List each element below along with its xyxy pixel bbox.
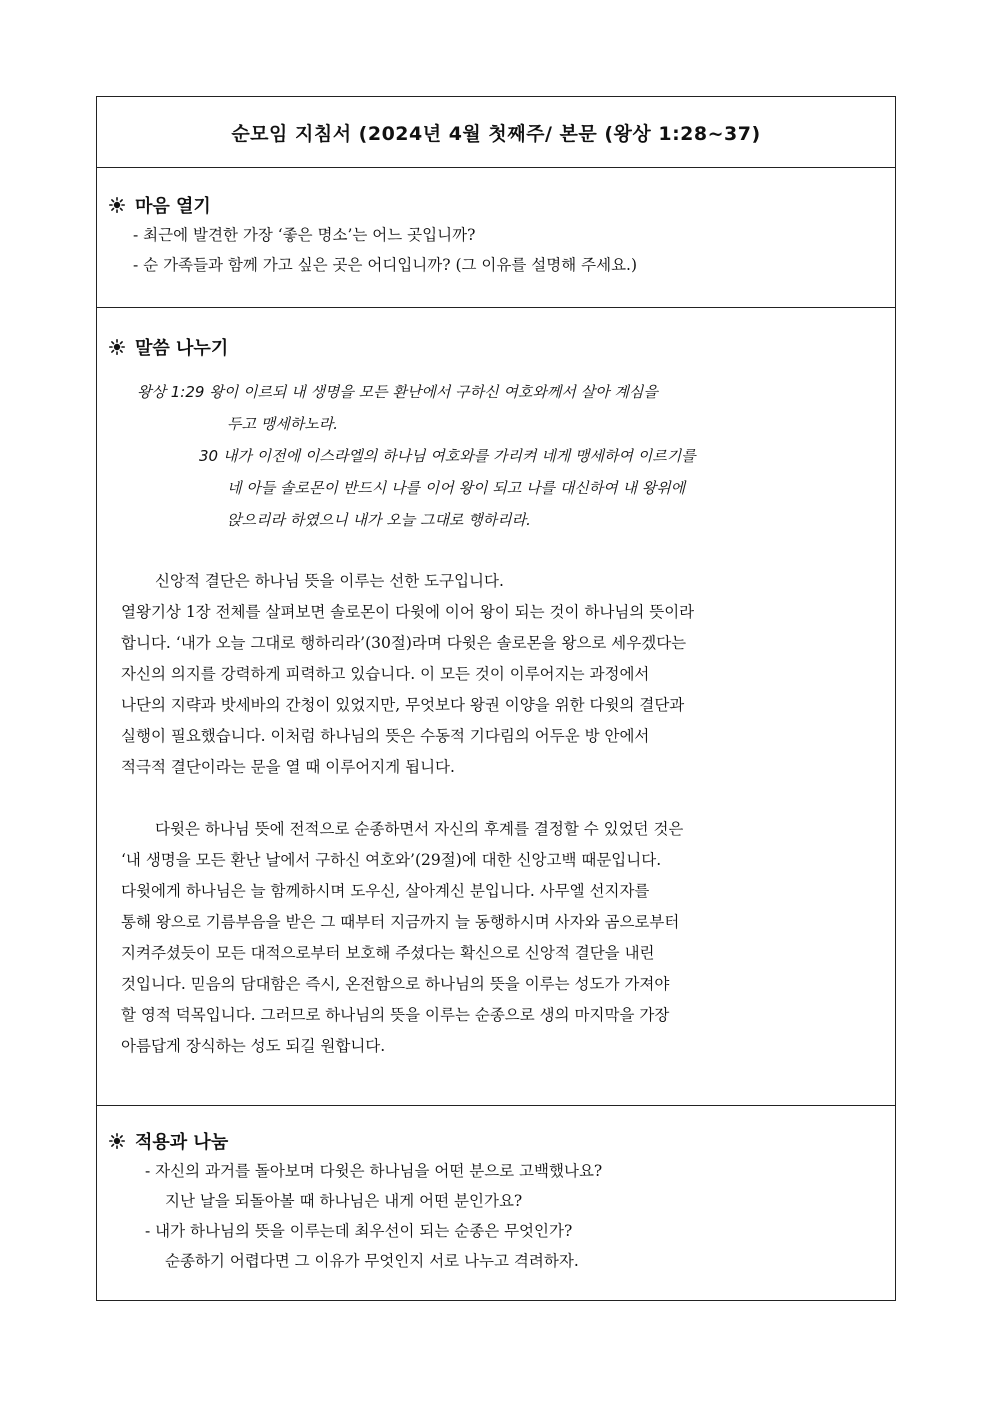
paragraph-line: 적극적 결단이라는 문을 열 때 이루어지게 됩니다.: [121, 758, 455, 776]
scripture-line: 30 내가 이전에 이스라엘의 하나님 여호와를 가리켜 네게 맹세하여 이르기를: [199, 447, 696, 465]
paragraph-line: 지켜주셨듯이 모든 대적으로부터 보호해 주셨다는 확신으로 신앙적 결단을 내린: [121, 944, 655, 962]
scripture-line: 앉으리라 하였으니 내가 오늘 그대로 행하리라.: [227, 511, 531, 529]
paragraph-line: ‘내 생명을 모든 환난 날에서 구하신 여호와’(29절)에 대한 신앙고백 때문입니다.: [121, 851, 662, 869]
section-heading: [97, 1126, 895, 1156]
section-opening: [97, 168, 895, 308]
paragraph-line: 나단의 지략과 밧세바의 간청이 있었지만, 무엇보다 왕권 이양을 위한 다윗의 결단과: [121, 696, 685, 714]
section-heading: [97, 190, 895, 220]
scripture-line: 왕상 1:29 왕이 이르되 내 생명을 모든 환난에서 구하신 여호와께서 살아 계심을: [137, 383, 658, 401]
list-item: - 자신의 과거를 돌아보며 다윗은 하나님을 어떤 분으로 고백했나요?: [145, 1162, 603, 1180]
paragraph-line: 다윗은 하나님 뜻에 전적으로 순종하면서 자신의 후계를 결정할 수 있었던 것은: [155, 820, 684, 838]
section-heading-label: 마음 열기: [135, 196, 211, 217]
paragraph-line: 자신의 의지를 강력하게 피력하고 있습니다. 이 모든 것이 이루어지는 과정에서: [121, 665, 650, 683]
paragraph-line: 것입니다. 믿음의 담대함은 즉시, 온전함으로 하나님의 뜻을 이루는 성도가 가져야: [121, 975, 670, 993]
section-word: [97, 308, 895, 1106]
scripture-line: 두고 맹세하노라.: [227, 415, 338, 433]
list-item: - 최근에 발견한 가장 ‘좋은 명소’는 어느 곳입니까?: [133, 226, 476, 244]
list-item: 지난 날을 되돌아볼 때 하나님은 내게 어떤 분인가요?: [165, 1192, 523, 1210]
paragraph-line: 합니다. ‘내가 오늘 그대로 행하리라’(30절)라며 다윗은 솔로몬을 왕으로 세우겠다는: [121, 634, 687, 652]
sun-icon: [109, 1133, 125, 1149]
guide-sheet: [96, 96, 896, 1301]
page-title: 순모임 지침서 (2024년 4월 첫째주/ 본문 (왕상 1:28~37): [231, 122, 761, 145]
sun-icon: [109, 197, 125, 213]
paragraph-line: 아름답게 장식하는 성도 되길 원합니다.: [121, 1037, 386, 1055]
list-item: - 순 가족들과 함께 가고 싶은 곳은 어디입니까? (그 이유를 설명해 주세요.): [133, 256, 638, 274]
paragraph-line: 실행이 필요했습니다. 이처럼 하나님의 뜻은 수동적 기다림의 어두운 방 안에서: [121, 727, 650, 745]
section-heading: [97, 332, 895, 362]
section-apply: [97, 1106, 895, 1300]
section-heading-label: 말씀 나누기: [135, 338, 229, 359]
list-item: - 내가 하나님의 뜻을 이루는데 최우선이 되는 순종은 무엇인가?: [145, 1222, 573, 1240]
section-heading-label: 적용과 나눔: [135, 1132, 229, 1153]
title-row: [97, 97, 895, 168]
list-item: 순종하기 어렵다면 그 이유가 무엇인지 서로 나누고 격려하자.: [165, 1252, 579, 1270]
paragraph-line: 할 영적 덕목입니다. 그러므로 하나님의 뜻을 이루는 순종으로 생의 마지막을 가장: [121, 1006, 670, 1024]
paragraph-line: 통해 왕으로 기름부음을 받은 그 때부터 지금까지 늘 동행하시며 사자와 곰으로부터: [121, 913, 680, 931]
paragraph-line: 신앙적 결단은 하나님 뜻을 이루는 선한 도구입니다.: [155, 572, 504, 590]
sun-icon: [109, 339, 125, 355]
paragraph-line: 다윗에게 하나님은 늘 함께하시며 도우신, 살아계신 분입니다. 사무엘 선지자를: [121, 882, 650, 900]
scripture-line: 네 아들 솔로몬이 반드시 나를 이어 왕이 되고 나를 대신하여 내 왕위에: [227, 479, 686, 497]
paragraph-line: 열왕기상 1장 전체를 살펴보면 솔로몬이 다윗에 이어 왕이 되는 것이 하나님의 뜻이라: [121, 603, 695, 621]
